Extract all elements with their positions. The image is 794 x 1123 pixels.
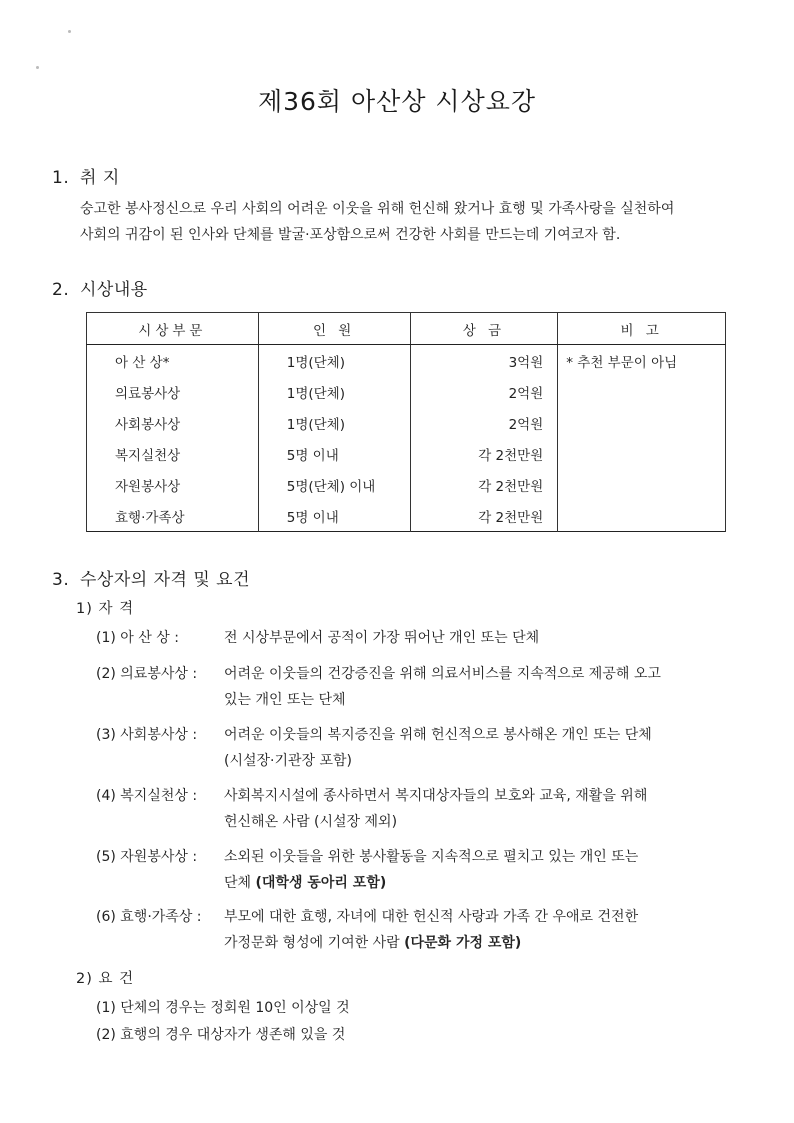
qualification-item bbox=[96, 844, 736, 896]
award-count: 1명(단체) bbox=[258, 407, 410, 438]
page-title: 제36회 아산상 시상요강 bbox=[257, 87, 537, 116]
award-amount: 2억원 bbox=[410, 376, 558, 407]
item-text-plain: 가정문화 형성에 기여한 사람 bbox=[224, 935, 405, 951]
qualification-item bbox=[96, 722, 736, 774]
award-amount: 3억원 bbox=[410, 345, 558, 377]
award-amount: 2억원 bbox=[410, 407, 558, 438]
awards-table bbox=[86, 312, 726, 532]
column-header: 비 고 bbox=[558, 313, 726, 345]
section-1-heading bbox=[52, 163, 120, 188]
section-2-heading bbox=[52, 275, 148, 300]
qualification-item bbox=[96, 661, 736, 713]
qualification-item bbox=[96, 904, 736, 956]
section-title: 수상자의 자격 및 요건 bbox=[80, 570, 251, 590]
column-header: 시상부문 bbox=[87, 313, 259, 345]
section-3-heading bbox=[52, 565, 250, 590]
paragraph-line: 숭고한 봉사정신으로 우리 사회의 어려운 이웃을 위해 헌신해 왔거나 효행 및 가족사랑을 실천하여 bbox=[80, 201, 675, 217]
award-category: 자원봉사상 bbox=[87, 469, 259, 500]
item-text: 어려운 이웃들의 복지증진을 위해 헌신적으로 봉사해온 개인 또는 단체 bbox=[224, 727, 652, 743]
item-label: (1) 아 산 상 : bbox=[96, 630, 179, 646]
award-count: 5명(단체) 이내 bbox=[258, 469, 410, 500]
scan-speck bbox=[68, 30, 71, 33]
item-text: 사회복지시설에 종사하면서 복지대상자들의 보호와 교육, 재활을 위해 bbox=[224, 788, 648, 804]
section-1-body bbox=[80, 196, 750, 248]
item-label: (2) 의료봉사상 : bbox=[96, 666, 198, 682]
award-category: 의료봉사상 bbox=[87, 376, 259, 407]
section-title: 시상내용 bbox=[80, 280, 148, 300]
qualification-heading: 1) 자 격 bbox=[76, 601, 135, 617]
award-remark: * 추천 부문이 아님 bbox=[558, 345, 726, 532]
award-category: 효행·가족상 bbox=[87, 500, 259, 532]
requirement-item: (2) 효행의 경우 대상자가 생존해 있을 것 bbox=[96, 1027, 346, 1043]
award-amount: 각 2천만원 bbox=[410, 469, 558, 500]
item-text-continued bbox=[96, 930, 736, 956]
item-text: 전 시상부문에서 공적이 가장 뛰어난 개인 또는 단체 bbox=[224, 630, 540, 646]
qualification-item bbox=[96, 783, 736, 835]
table-row bbox=[87, 345, 726, 377]
item-text-continued: (시설장·기관장 포함) bbox=[224, 753, 353, 769]
table-header-row bbox=[87, 313, 726, 345]
scan-speck bbox=[36, 66, 39, 69]
award-count: 1명(단체) bbox=[258, 345, 410, 377]
qualification-item bbox=[96, 625, 736, 651]
item-text: 부모에 대한 효행, 자녀에 대한 헌신적 사랑과 가족 간 우애로 건전한 bbox=[224, 909, 639, 925]
award-category: 사회봉사상 bbox=[87, 407, 259, 438]
item-text-plain: 단체 bbox=[224, 875, 256, 891]
requirement-item: (1) 단체의 경우는 정회원 10인 이상일 것 bbox=[96, 1000, 350, 1016]
item-label: (6) 효행·가족상 : bbox=[96, 909, 202, 925]
item-text-continued bbox=[96, 870, 736, 896]
award-count: 1명(단체) bbox=[258, 376, 410, 407]
item-label: (5) 자원봉사상 : bbox=[96, 849, 198, 865]
item-text: 어려운 이웃들의 건강증진을 위해 의료서비스를 지속적으로 제공해 오고 bbox=[224, 666, 661, 682]
award-count: 5명 이내 bbox=[258, 438, 410, 469]
item-text-emphasis: (다문화 가정 포함) bbox=[404, 935, 522, 951]
item-text-continued: 있는 개인 또는 단체 bbox=[224, 692, 346, 708]
section-number: 3. bbox=[52, 570, 70, 590]
item-text: 소외된 이웃들을 위한 봉사활동을 지속적으로 펼치고 있는 개인 또는 bbox=[224, 849, 639, 865]
award-amount: 각 2천만원 bbox=[410, 500, 558, 532]
item-label: (4) 복지실천상 : bbox=[96, 788, 198, 804]
column-header: 상 금 bbox=[410, 313, 558, 345]
section-number: 2. bbox=[52, 280, 70, 300]
item-text-emphasis: (대학생 동아리 포함) bbox=[255, 875, 387, 891]
column-header: 인 원 bbox=[258, 313, 410, 345]
item-label: (3) 사회봉사상 : bbox=[96, 727, 198, 743]
award-amount: 각 2천만원 bbox=[410, 438, 558, 469]
award-category: 아 산 상* bbox=[87, 345, 259, 377]
paragraph-line: 사회의 귀감이 된 인사와 단체를 발굴·포상함으로써 건강한 사회를 만드는데 기여코자 함. bbox=[80, 227, 621, 243]
section-number: 1. bbox=[52, 168, 70, 188]
section-title: 취 지 bbox=[80, 168, 120, 188]
requirement-heading: 2) 요 건 bbox=[76, 971, 135, 987]
item-text-continued: 헌신해온 사람 (시설장 제외) bbox=[224, 814, 398, 830]
award-category: 복지실천상 bbox=[87, 438, 259, 469]
award-count: 5명 이내 bbox=[258, 500, 410, 532]
